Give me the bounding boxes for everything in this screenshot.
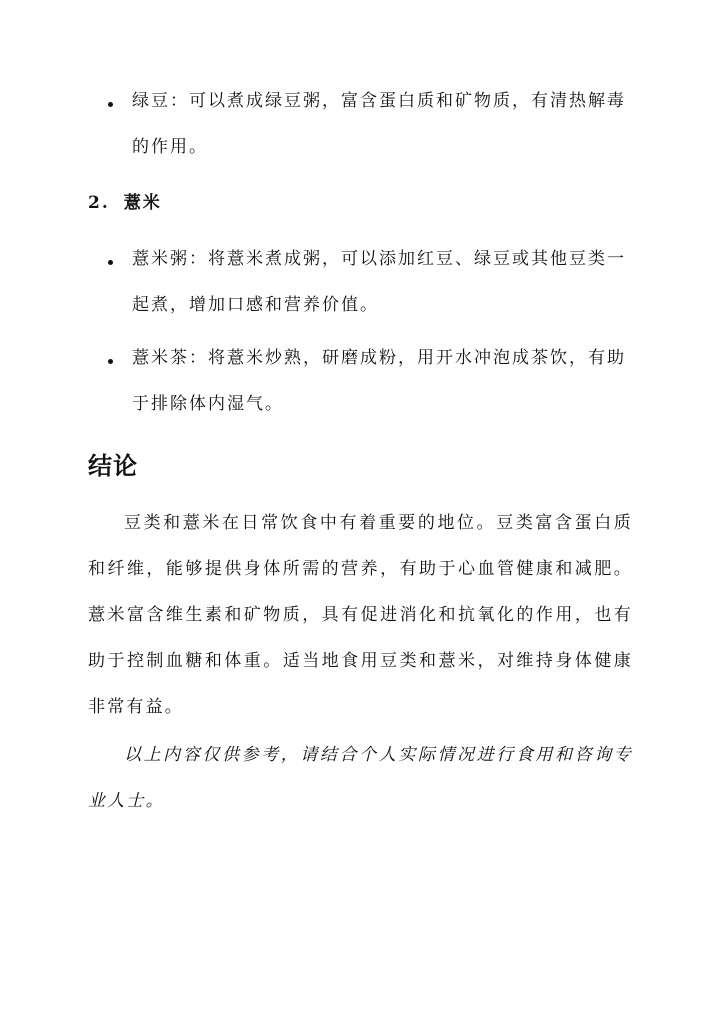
conclusion-paragraph: 豆类和薏米在日常饮食中有着重要的地位。豆类富含蛋白质和纤维，能够提供身体所需的营养，有助于心血管健康和减肥。薏米富含维生素和矿物质，具有促进消化和抗氧化的作用，也有助于控制血糖和体重。适当地食用豆类和薏米，对维持身体健康非常有益。 [88, 513, 633, 717]
list-item-mung-bean [108, 88, 628, 170]
list-item-text: 薏米茶：将薏米炒熟，研磨成粉，用开水冲泡成茶饮，有助于排除体内湿气。 [132, 348, 626, 414]
section-title: 薏米 [123, 193, 162, 213]
bullet-dot-icon [108, 260, 113, 265]
list-item-coix-tea [108, 345, 628, 427]
bullet-dot-icon [108, 359, 113, 364]
list-item-text: 薏米粥：将薏米煮成粥，可以添加红豆、绿豆或其他豆类一起煮，增加口感和营养价值。 [132, 249, 626, 315]
list-item-text: 绿豆：可以煮成绿豆粥，富含蛋白质和矿物质，有清热解毒的作用。 [132, 91, 626, 157]
bullet-dot-icon [108, 102, 113, 107]
conclusion-heading: 结论 [88, 451, 138, 480]
section-heading-coix [88, 188, 162, 213]
disclaimer-note: 以上内容仅供参考，请结合个人实际情况进行食用和咨询专业人士。 [88, 745, 633, 811]
list-item-coix-porridge [108, 246, 628, 328]
section-number: 2. [88, 193, 110, 213]
